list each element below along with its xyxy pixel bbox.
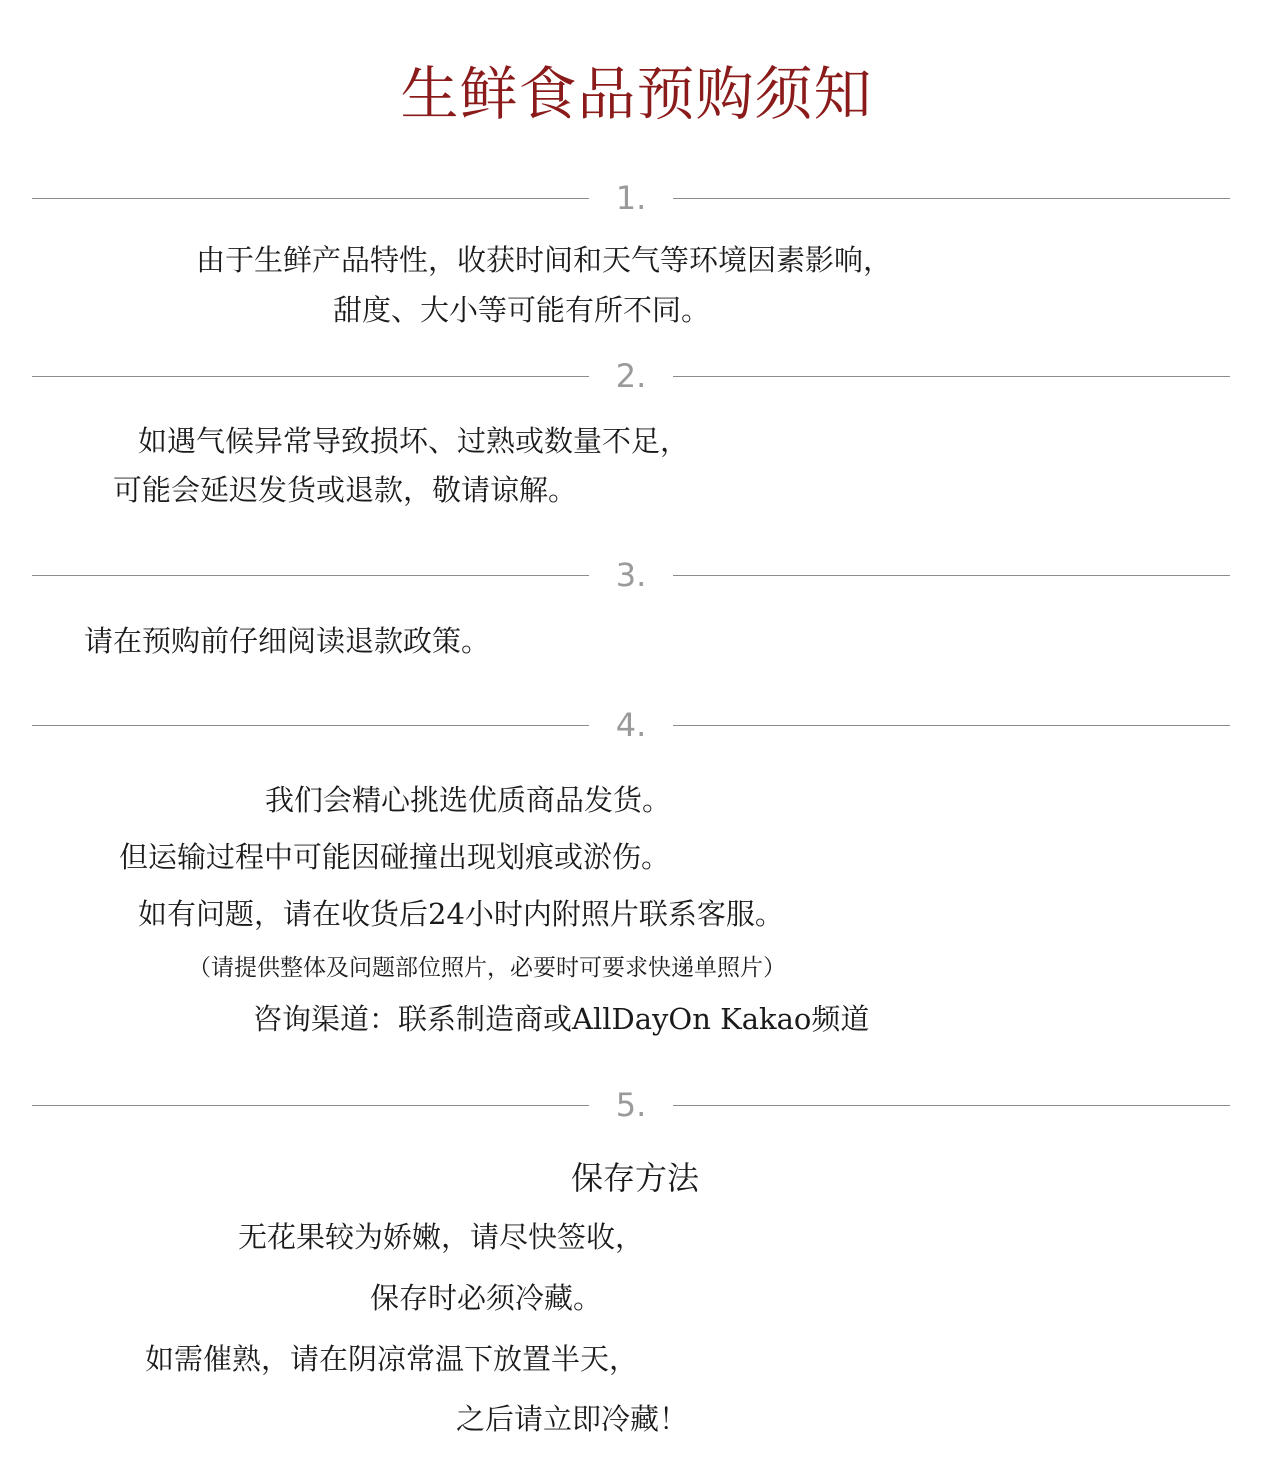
section-number: 1. — [615, 179, 647, 217]
divider-line — [673, 725, 1230, 726]
section-divider-2 — [32, 356, 1230, 396]
divider-line — [32, 725, 589, 726]
section-4-line-3: 如有问题，请在收货后24小时内附照片联系客服。 — [138, 897, 784, 931]
section-4-line-2: 但运输过程中可能因碰撞出现划痕或淤伤。 — [119, 840, 671, 874]
divider-line — [32, 376, 589, 377]
section-5-line-2: 保存时必须冷藏。 — [370, 1281, 603, 1315]
section-4-contact-line: 咨询渠道：联系制造商或AllDayOn Kakao频道 — [253, 1002, 870, 1036]
section-1-line-1: 由于生鲜产品特性，收获时间和天气等环境因素影响， — [196, 243, 893, 277]
section-number: 3. — [615, 556, 647, 594]
divider-line — [32, 1105, 589, 1106]
section-divider-5 — [32, 1085, 1230, 1125]
divider-line — [673, 376, 1230, 377]
storage-heading: 保存方法 — [571, 1159, 700, 1197]
section-divider-1 — [32, 178, 1230, 218]
divider-line — [32, 198, 589, 199]
section-5-line-4: 之后请立即冷藏！ — [456, 1402, 689, 1436]
section-number: 2. — [615, 357, 647, 395]
section-2-line-1: 如遇气候异常导致损坏、过熟或数量不足， — [138, 424, 690, 458]
section-divider-3 — [32, 555, 1230, 595]
divider-line — [32, 575, 589, 576]
divider-line — [673, 575, 1230, 576]
section-5-line-3: 如需催熟，请在阴凉常温下放置半天， — [145, 1342, 639, 1376]
divider-line — [673, 198, 1230, 199]
section-3-line-1: 请在预购前仔细阅读退款政策。 — [84, 624, 491, 658]
divider-line — [673, 1105, 1230, 1106]
section-divider-4 — [32, 705, 1230, 745]
page-title: 生鲜食品预购须知 — [400, 60, 873, 128]
section-5-line-1: 无花果较为娇嫩，请尽快签收， — [238, 1220, 645, 1254]
section-2-line-2: 可能会延迟发货或退款，敬请谅解。 — [113, 473, 578, 507]
section-4-note: （请提供整体及问题部位照片，必要时可要求快递单照片） — [188, 955, 786, 981]
section-number: 4. — [615, 706, 647, 744]
section-1-line-2: 甜度、大小等可能有所不同。 — [333, 293, 711, 327]
section-4-line-1: 我们会精心挑选优质商品发货。 — [265, 783, 672, 817]
section-number: 5. — [615, 1086, 647, 1124]
